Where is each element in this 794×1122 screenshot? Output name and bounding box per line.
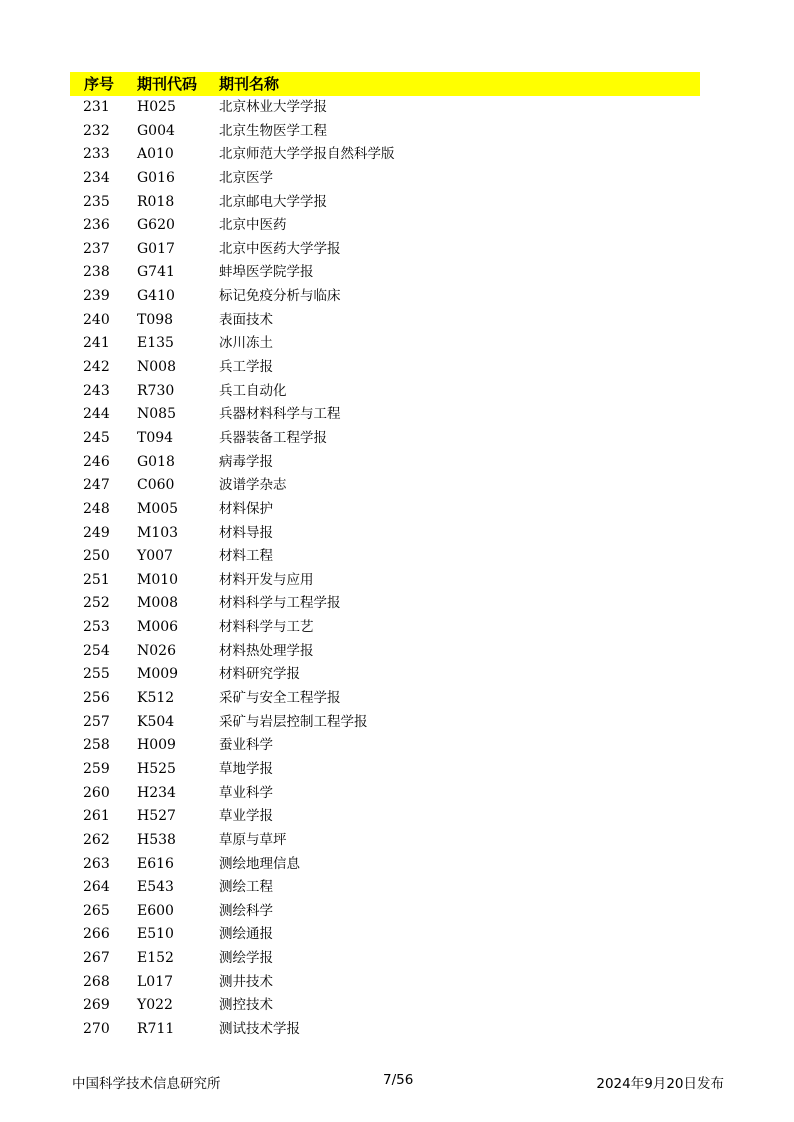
table-row	[70, 1018, 700, 1042]
journal-code-cell: M010	[137, 571, 179, 588]
journal-code-cell: Y022	[137, 997, 173, 1014]
journal-name-cell: 草业学报	[219, 808, 273, 825]
journal-code-cell: G004	[137, 122, 175, 139]
table-row	[70, 522, 700, 546]
journal-name-cell: 测试技术学报	[219, 1020, 300, 1037]
serial-number-cell: 242	[83, 359, 110, 376]
journal-code-cell: R711	[137, 1020, 175, 1037]
journal-name-cell: 测绘科学	[219, 902, 273, 919]
journal-name-cell: 北京中医药	[219, 217, 287, 234]
journal-name-cell: 材料工程	[219, 548, 273, 565]
journal-name-cell: 蚕业科学	[219, 737, 273, 754]
journal-name-cell: 北京生物医学工程	[219, 122, 327, 139]
journal-code-cell: R730	[137, 382, 175, 399]
journal-code-cell: H009	[137, 737, 176, 754]
journal-name-cell: 材料开发与应用	[219, 571, 314, 588]
header-journal-name: 期刊名称	[219, 75, 280, 93]
table-row	[70, 143, 700, 167]
serial-number-cell: 244	[83, 406, 110, 423]
table-row	[70, 427, 700, 451]
table-row	[70, 474, 700, 498]
serial-number-cell: 269	[83, 997, 110, 1014]
serial-number-cell: 254	[83, 642, 110, 659]
journal-name-cell: 测绘通报	[219, 926, 273, 943]
journal-table	[70, 96, 700, 1042]
journal-name-cell: 兵器装备工程学报	[219, 429, 327, 446]
serial-number-cell: 235	[83, 193, 110, 210]
journal-code-cell: H025	[137, 99, 176, 115]
table-row	[70, 332, 700, 356]
journal-code-cell: H538	[137, 831, 176, 848]
header-journal-code: 期刊代码	[137, 75, 198, 93]
serial-number-cell: 253	[83, 619, 110, 636]
serial-number-cell: 262	[83, 831, 110, 848]
journal-code-cell: K504	[137, 713, 175, 730]
journal-code-cell: G018	[137, 453, 175, 470]
serial-number-cell: 249	[83, 524, 110, 541]
journal-code-cell: Y007	[137, 548, 173, 565]
serial-number-cell: 270	[83, 1020, 110, 1037]
journal-code-cell: E600	[137, 902, 174, 919]
footer-page-number: 7/56	[383, 1072, 414, 1088]
journal-name-cell: 病毒学报	[219, 453, 273, 470]
journal-name-cell: 测控技术	[219, 997, 273, 1014]
table-row	[70, 876, 700, 900]
journal-code-cell: R018	[137, 193, 175, 210]
journal-name-cell: 波谱学杂志	[219, 477, 287, 494]
journal-name-cell: 北京中医药大学学报	[219, 240, 341, 257]
journal-code-cell: E510	[137, 926, 174, 943]
table-row	[70, 380, 700, 404]
journal-name-cell: 标记免疫分析与临床	[219, 288, 341, 305]
journal-code-cell: M009	[137, 666, 179, 683]
journal-name-cell: 草原与草坪	[219, 831, 287, 848]
journal-name-cell: 测绘学报	[219, 950, 273, 967]
journal-code-cell: H234	[137, 784, 176, 801]
serial-number-cell: 265	[83, 902, 110, 919]
journal-name-cell: 冰川冻土	[219, 335, 273, 352]
table-row	[70, 782, 700, 806]
journal-code-cell: E616	[137, 855, 174, 872]
serial-number-cell: 231	[83, 99, 110, 115]
serial-number-cell: 240	[83, 311, 110, 328]
journal-code-cell: A010	[137, 146, 174, 163]
serial-number-cell: 247	[83, 477, 110, 494]
serial-number-cell: 232	[83, 122, 110, 139]
table-row	[70, 853, 700, 877]
journal-code-cell: L017	[137, 973, 174, 990]
journal-name-cell: 草地学报	[219, 760, 273, 777]
journal-code-cell: M103	[137, 524, 179, 541]
journal-name-cell: 蚌埠医学院学报	[219, 264, 314, 281]
journal-code-cell: G410	[137, 288, 175, 305]
journal-name-cell: 北京师范大学学报自然科学版	[219, 146, 395, 163]
journal-code-cell: G017	[137, 240, 175, 257]
journal-code-cell: N085	[137, 406, 176, 423]
table-row	[70, 96, 700, 120]
serial-number-cell: 256	[83, 690, 110, 707]
serial-number-cell: 257	[83, 713, 110, 730]
serial-number-cell: 250	[83, 548, 110, 565]
table-header	[70, 72, 700, 96]
journal-name-cell: 采矿与岩层控制工程学报	[219, 713, 368, 730]
serial-number-cell: 248	[83, 500, 110, 517]
table-row	[70, 167, 700, 191]
journal-name-cell: 表面技术	[219, 311, 273, 328]
journal-code-cell: M005	[137, 500, 179, 517]
table-row	[70, 285, 700, 309]
journal-code-cell: G016	[137, 169, 175, 186]
table-row	[70, 758, 700, 782]
serial-number-cell: 261	[83, 808, 110, 825]
journal-name-cell: 材料保护	[219, 500, 273, 517]
serial-number-cell: 263	[83, 855, 110, 872]
footer-publish-date: 2024年9月20日发布	[596, 1076, 724, 1092]
journal-name-cell: 采矿与安全工程学报	[219, 690, 341, 707]
journal-code-cell: H525	[137, 760, 176, 777]
journal-name-cell: 材料热处理学报	[219, 642, 314, 659]
journal-code-cell: M006	[137, 619, 179, 636]
table-row	[70, 923, 700, 947]
serial-number-cell: 246	[83, 453, 110, 470]
journal-name-cell: 材料科学与工艺	[219, 619, 314, 636]
serial-number-cell: 255	[83, 666, 110, 683]
journal-name-cell: 兵工学报	[219, 359, 273, 376]
journal-name-cell: 北京林业大学学报	[219, 99, 327, 115]
serial-number-cell: 258	[83, 737, 110, 754]
journal-code-cell: H527	[137, 808, 176, 825]
serial-number-cell: 236	[83, 217, 110, 234]
table-row	[70, 971, 700, 995]
serial-number-cell: 266	[83, 926, 110, 943]
journal-code-cell: E152	[137, 950, 174, 967]
journal-name-cell: 材料研究学报	[219, 666, 300, 683]
journal-name-cell: 测绘地理信息	[219, 855, 300, 872]
serial-number-cell: 233	[83, 146, 110, 163]
serial-number-cell: 267	[83, 950, 110, 967]
table-row	[70, 545, 700, 569]
journal-name-cell: 兵器材料科学与工程	[219, 406, 341, 423]
serial-number-cell: 245	[83, 429, 110, 446]
header-serial-number: 序号	[84, 75, 115, 93]
serial-number-cell: 252	[83, 595, 110, 612]
table-row	[70, 120, 700, 144]
serial-number-cell: 260	[83, 784, 110, 801]
journal-name-cell: 北京医学	[219, 169, 273, 186]
table-row	[70, 261, 700, 285]
serial-number-cell: 243	[83, 382, 110, 399]
serial-number-cell: 251	[83, 571, 110, 588]
journal-code-cell: K512	[137, 690, 175, 707]
journal-name-cell: 兵工自动化	[219, 382, 287, 399]
journal-name-cell: 北京邮电大学学报	[219, 193, 327, 210]
table-row	[70, 238, 700, 262]
journal-name-cell: 草业科学	[219, 784, 273, 801]
serial-number-cell: 259	[83, 760, 110, 777]
journal-code-cell: E543	[137, 879, 174, 896]
journal-code-cell: M008	[137, 595, 179, 612]
journal-name-cell: 材料科学与工程学报	[219, 595, 341, 612]
serial-number-cell: 268	[83, 973, 110, 990]
journal-code-cell: G741	[137, 264, 175, 281]
table-row	[70, 214, 700, 238]
serial-number-cell: 239	[83, 288, 110, 305]
table-row	[70, 498, 700, 522]
footer-organization: 中国科学技术信息研究所	[72, 1076, 221, 1092]
table-row	[70, 640, 700, 664]
table-row	[70, 711, 700, 735]
journal-name-cell: 材料导报	[219, 524, 273, 541]
journal-code-cell: G620	[137, 217, 175, 234]
table-row	[70, 451, 700, 475]
serial-number-cell: 234	[83, 169, 110, 186]
journal-code-cell: N026	[137, 642, 176, 659]
journal-code-cell: C060	[137, 477, 175, 494]
journal-code-cell: E135	[137, 335, 174, 352]
table-row	[70, 947, 700, 971]
serial-number-cell: 237	[83, 240, 110, 257]
serial-number-cell: 238	[83, 264, 110, 281]
table-row	[70, 191, 700, 215]
table-row	[70, 309, 700, 333]
table-row	[70, 829, 700, 853]
table-row	[70, 734, 700, 758]
journal-code-cell: N008	[137, 359, 176, 376]
table-row	[70, 616, 700, 640]
journal-name-cell: 测井技术	[219, 973, 273, 990]
table-row	[70, 663, 700, 687]
journal-name-cell: 测绘工程	[219, 879, 273, 896]
table-row	[70, 592, 700, 616]
table-row	[70, 569, 700, 593]
table-row	[70, 356, 700, 380]
serial-number-cell: 241	[83, 335, 110, 352]
table-row	[70, 900, 700, 924]
journal-code-cell: T098	[137, 311, 174, 328]
table-row	[70, 687, 700, 711]
journal-code-cell: T094	[137, 429, 174, 446]
table-row	[70, 805, 700, 829]
table-row	[70, 403, 700, 427]
serial-number-cell: 264	[83, 879, 110, 896]
table-row	[70, 994, 700, 1018]
